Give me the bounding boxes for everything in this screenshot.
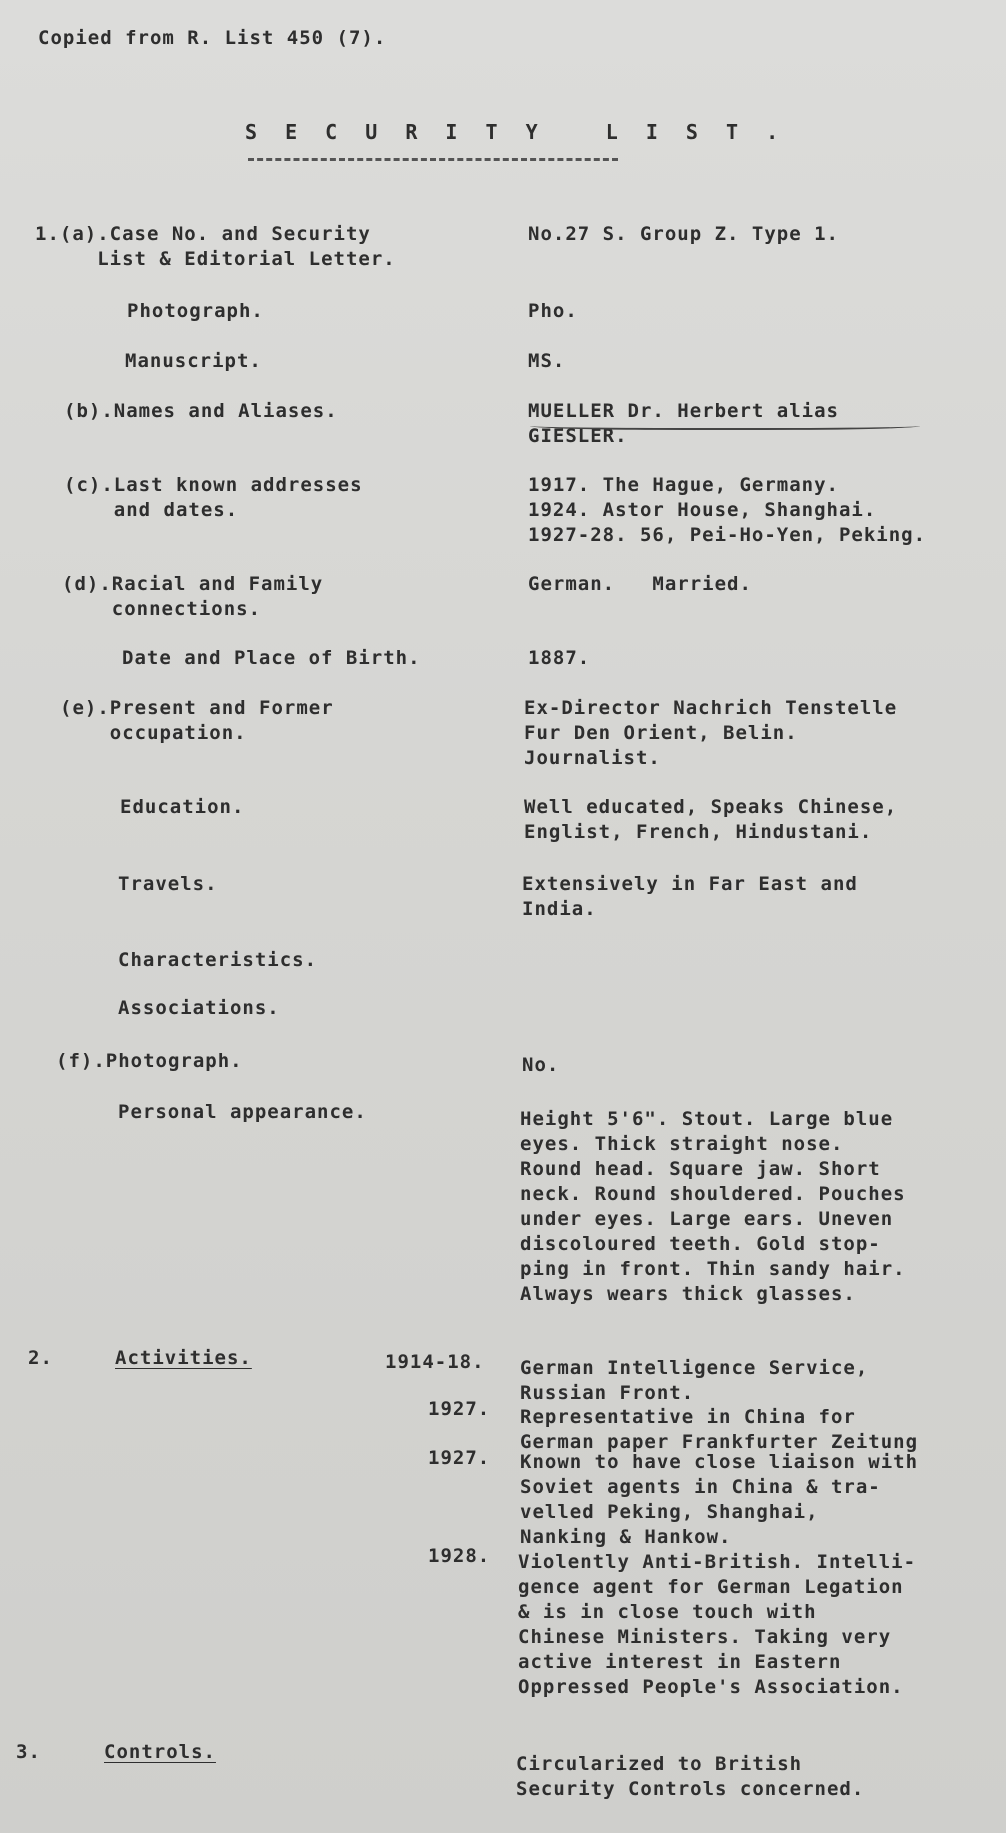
activity-text: Violently Anti-British. Intelli- gence agent for German Legation & is in close touch with Chinese Ministers. Taking very active interest in Eastern Oppressed People's Association.: [518, 1551, 917, 1698]
document-title: S E C U R I T Y L I S T .: [245, 120, 787, 144]
label-birth: Date and Place of Birth.: [122, 647, 421, 669]
label-manuscript: Manuscript.: [125, 350, 262, 372]
label-appearance: Personal appearance.: [118, 1101, 367, 1123]
document-header: Copied from R. List 450 (7).: [38, 27, 387, 49]
activity-year: 1927.: [428, 1447, 491, 1469]
value-appearance: Height 5'6". Stout. Large blue eyes. Thick straight nose. Round head. Square jaw. Short neck. Round shouldered. Pouches under eyes. Large ears. Uneven discoloured teeth. Gold stop- ping in front. Thin sandy hair. Always wears thick glasses.: [520, 1108, 906, 1305]
label-characteristics: Characteristics.: [118, 949, 318, 971]
activity-text: Representative in China for German paper Frankfurter Zeitung: [520, 1406, 919, 1453]
value-travels: Extensively in Far East and India.: [522, 873, 858, 920]
value-education: Well educated, Speaks Chinese, Englist, French, Hindustani.: [524, 796, 898, 843]
label-case: 1.(a).Case No. and Security List & Editorial Letter.: [35, 223, 396, 270]
value-names: MUELLER Dr. Herbert alias GIESLER.: [528, 400, 839, 447]
value-photograph-f: No.: [522, 1054, 560, 1076]
label-education: Education.: [120, 796, 245, 818]
label-photograph: Photograph.: [127, 300, 264, 322]
label-travels: Travels.: [118, 873, 218, 895]
controls-number: 3.: [16, 1741, 41, 1763]
activities-heading: Activities.: [115, 1347, 252, 1369]
value-manuscript: MS.: [528, 350, 566, 372]
value-addresses: 1917. The Hague, Germany. 1924. Astor House, Shanghai. 1927-28. 56, Pei-Ho-Yen, Peking.: [528, 474, 927, 546]
title-underline: [248, 158, 618, 161]
label-occupation: (e).Present and Former occupation.: [60, 697, 334, 744]
activity-text: Known to have close liaison with Soviet agents in China & tra- velled Peking, Shanghai, Nanking & Hankow.: [520, 1451, 919, 1548]
label-photograph-f: (f).Photograph.: [56, 1050, 243, 1072]
value-photograph: Pho.: [528, 300, 578, 322]
activity-text: German Intelligence Service, Russian Front.: [520, 1357, 869, 1404]
value-occupation: Ex-Director Nachrich Tenstelle Fur Den Orient, Belin. Journalist.: [524, 697, 898, 769]
label-associations: Associations.: [118, 997, 280, 1019]
activity-year: 1914-18.: [385, 1351, 485, 1373]
activities-number: 2.: [28, 1347, 53, 1369]
value-case: No.27 S. Group Z. Type 1.: [528, 223, 839, 245]
value-birth: 1887.: [528, 647, 591, 669]
label-addresses: (c).Last known addresses and dates.: [64, 474, 363, 521]
names-underline: [530, 420, 920, 430]
controls-heading: Controls.: [104, 1741, 216, 1763]
controls-text: Circularized to British Security Controls concerned.: [516, 1753, 865, 1800]
value-racial: German. Married.: [528, 573, 752, 595]
label-racial: (d).Racial and Family connections.: [62, 573, 324, 620]
activity-year: 1928.: [428, 1545, 491, 1567]
label-names: (b).Names and Aliases.: [64, 400, 338, 422]
activity-year: 1927.: [428, 1398, 491, 1420]
